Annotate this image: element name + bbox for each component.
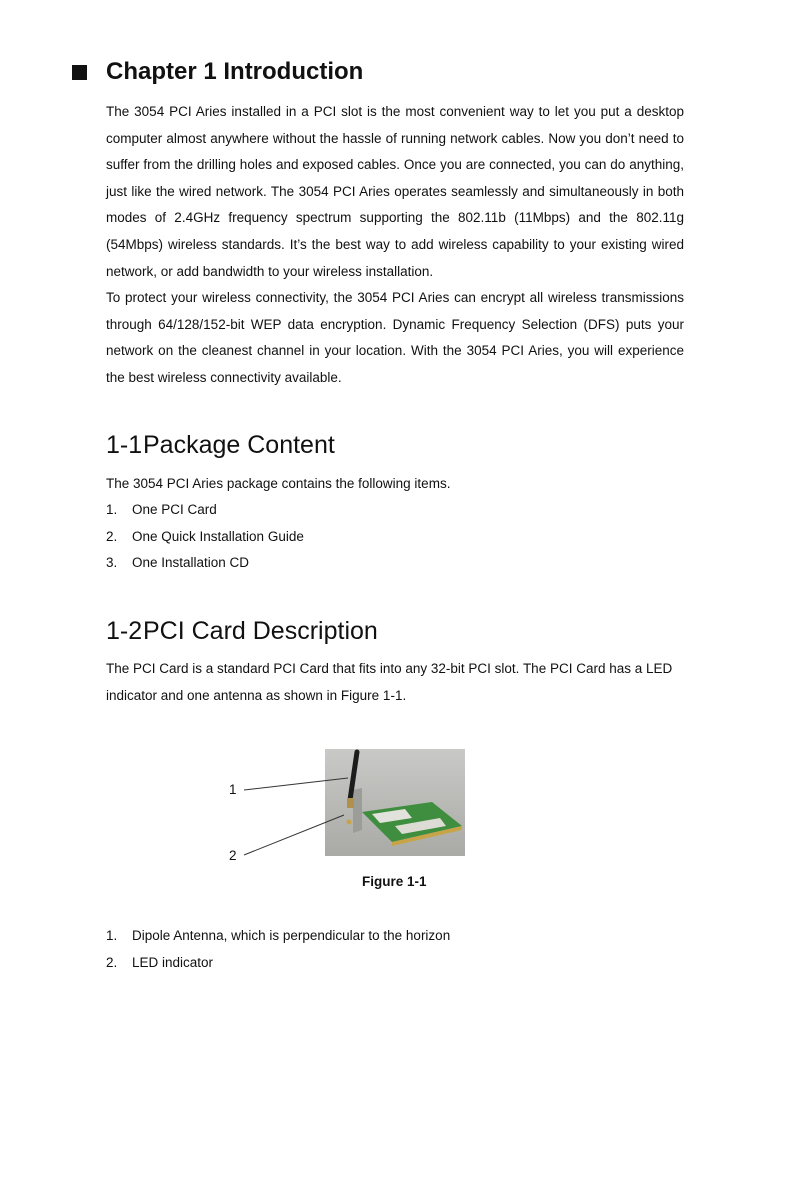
list-item: 2. LED indicator	[106, 954, 214, 970]
package-intro: The 3054 PCI Aries package contains the following items.	[106, 476, 451, 491]
figure-legend-list	[106, 926, 450, 979]
chapter-title: Chapter 1 Introduction	[106, 58, 364, 85]
list-item: 1. One PCI Card	[106, 502, 217, 517]
callout-label-1: 1	[229, 782, 237, 797]
section-title-text: PCI Card Description	[143, 617, 378, 645]
led-indicator-icon	[347, 820, 352, 825]
section-title-text: Package Content	[143, 431, 335, 459]
intro-paragraph-1: The 3054 PCI Aries installed in a PCI slot is the most convenient way to let you put a desktop computer almost anywhere without the hassle of running network cables. Now you don’t need to suffer from the drilling holes and exposed cables. Once you are connected, you can do anything, just like the wired network. The 3054 PCI Aries operates seamlessly and simultaneously in both modes of 2.4GHz frequency spectrum supporting the 802.11b (11Mbps) and the 802.11g (54Mbps) wireless standards. It’s the best way to add wireless capability to your existing wired network, or add bandwidth to your wireless installation.	[106, 104, 684, 279]
section-number: 1-1	[106, 431, 143, 459]
figure-caption: Figure 1-1	[362, 874, 427, 889]
list-item: 2. One Quick Installation Guide	[106, 528, 304, 544]
section-number: 1-2	[106, 617, 143, 645]
antenna-connector	[347, 798, 354, 808]
list-item: 1. Dipole Antenna, which is perpendicular to the horizon	[106, 928, 451, 943]
pci-card-paragraph: The PCI Card is a standard PCI Card that fits into any 32-bit PCI slot. The PCI Card has a LED indicator and one antenna as shown in Figure 1-1.	[106, 661, 673, 703]
callout-label-2: 2	[229, 848, 237, 863]
metal-bracket	[353, 788, 362, 833]
list-item: 3. One Installation CD	[106, 555, 250, 571]
intro-paragraph-2: To protect your wireless connectivity, the 3054 PCI Aries can encrypt all wireless transmissions through 64/128/152-bit WEP data encryption. Dynamic Frequency Selection (DFS) puts your network on the cleanest channel in your location. With the 3054 PCI Aries, you will experience the best wireless connectivity available.	[106, 290, 684, 385]
